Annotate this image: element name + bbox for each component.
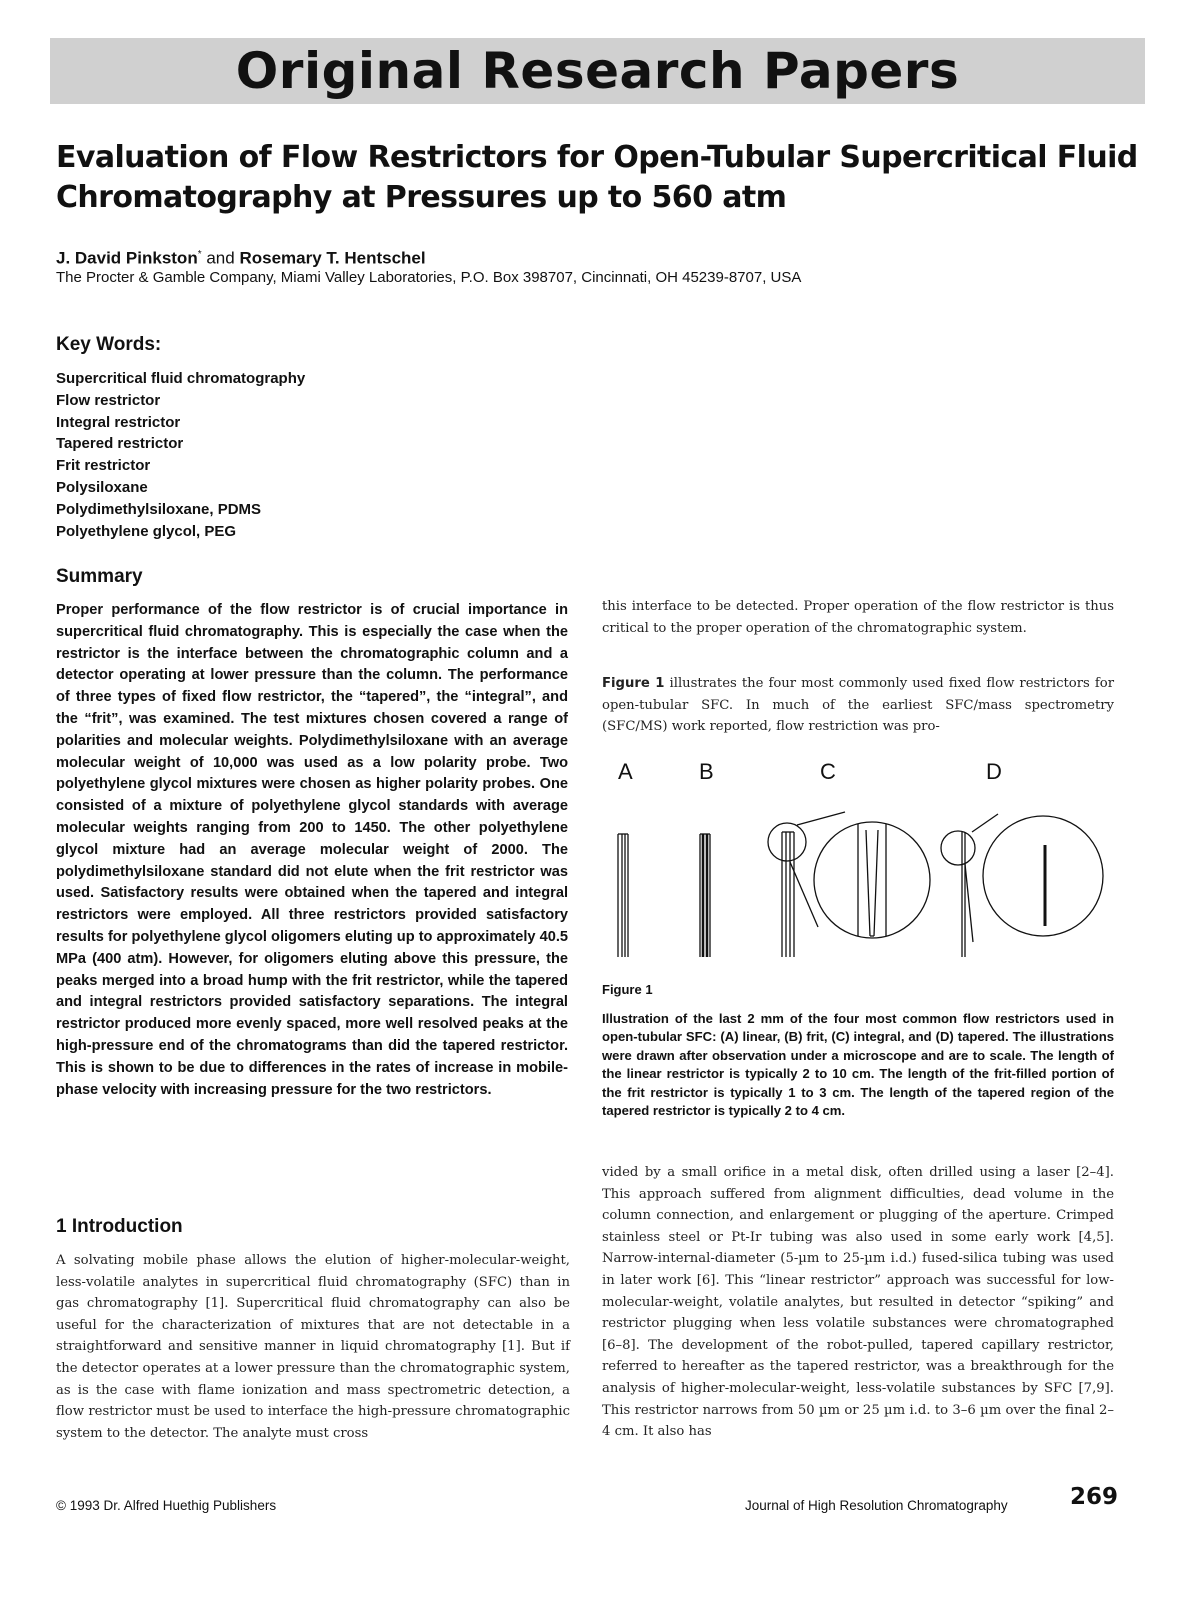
author-1: J. David Pinkston [56, 248, 198, 268]
column2-paragraph-2 [602, 673, 1114, 738]
keyword-item: Supercritical fluid chromatography [56, 370, 306, 387]
panel-label-d: D [986, 759, 1002, 784]
keyword-item: Frit restrictor [56, 457, 151, 475]
summary-text: Proper performance of the flow restrictor is of crucial importance in supercritical fluid chromatography. This is especially the case when the restrictor is the interface between the chromatographic column and a detector operating at lower pressure than the column. The performance of three types of fixed flow restrictor, the “tapered”, the “integral”, and the “frit”, was examined. The test mixtures chosen covered a range of polarities and molecular weights. Polydimethylsiloxane with an average molecular weight of 10,000 was used as a low polarity probe. Two polyethylene glycol mixtures were chosen as higher polarity probes. One consisted of a mixture of polyethylene glycol standards with average molecular weights ranging from 200 to 1450. The other polyethylene glycol mixture had an average molecular weight of 2000. The polydimethylsiloxane standard did not elute when the frit restrictor was used. Satisfactory results were obtained when the tapered and integral restrictors were employed. All three restrictors provided satisfactory results for polyethylene glycol oligomers eluting up to approximately 40.5 MPa (400 atm). However, for oligomers eluting above this pressure, the peaks merged into a broad hump with the frit restrictor, while the tapered and integral restrictors provided satisfactory separations. The integral restrictor produced more evenly spaced, more well resolved peaks at the high-pressure end of the chromatograms than did the tapered restrictor. This is shown to be due to differences in the rates of increase in mobile-phase velocity with increasing pressure for the two restrictors. [56, 602, 568, 1098]
figure-label: Figure 1 [602, 982, 653, 997]
keyword-item: Flow restrictor [56, 391, 161, 409]
figure-1-illustration [600, 752, 1120, 972]
keyword-item: Polysiloxane [56, 478, 148, 496]
tapered-restrictor-drawing [941, 814, 1103, 957]
column2-paragraph-3: vided by a small orifice in a metal disk, often drilled using a laser [2–4]. This approach suffered from alignment difficulties, dead volume in the column connection, and enlargement or plugging of the aperture. Crimped stainless steel or Pt-Ir tubing was also used in some early work [4,5]. Narrow-internal-diameter (5-µm to 25-µm i.d.) fused-silica tubing was used in later work [6]. This “linear restrictor” approach was successful for low-molecular-weight, volatile analytes, but resulted in detector “spiking” and restrictor plugging when less volatile substances were chromatographed [6–8]. The development of the robot-pulled, tapered capillary restrictor, referred to hereafter as the tapered restrictor, was a breakthrough for the analysis of higher-molecular-weight, less-volatile substances by SFC [7,9]. This restrictor narrows from 50 µm or 25 µm i.d. to 3–6 µm over the final 2–4 cm. It also has [602, 1165, 1114, 1440]
integral-restrictor-drawing [768, 812, 930, 957]
panel-label-a: A [618, 759, 633, 784]
figure-reference: Figure 1 [602, 676, 665, 691]
summary-heading: Summary [56, 566, 143, 587]
keywords-list [56, 368, 305, 542]
panel-label-b: B [699, 759, 714, 784]
introduction-text: A solvating mobile phase allows the elution of higher-molecular-weight, less-volatile analytes in supercritical fluid chromatography (SFC) than in gas chromatography [1]. Supercritical fluid chromatography can also be useful for the characterization of mixtures that are not detectable in a straightforward and sensitive manner in liquid chromatography [1]. But if the detector operates at a lower pressure than the chromatographic system, as is the case with flame ionization and mass spectrometric detection, a flow restrictor must be used to interface the high-pressure chromatographic system to the detector. The analyte must cross [56, 1253, 570, 1441]
copyright-notice: © 1993 Dr. Alfred Huethig Publishers [56, 1498, 277, 1513]
page-number: 269 [1070, 1484, 1119, 1510]
linear-restrictor-drawing [618, 834, 628, 957]
section-banner [50, 38, 1145, 104]
banner-text: Original Research Papers [235, 42, 960, 100]
article-title: Evaluation of Flow Restrictors for Open-Tubular Supercritical Fluid Chromatography at Pressures up to 560 atm [56, 140, 1138, 215]
journal-name: Journal of High Resolution Chromatography [745, 1498, 1008, 1513]
affiliation: The Procter & Gamble Company, Miami Valley Laboratories, P.O. Box 398707, Cincinnati, OH 45239-8707, USA [56, 269, 802, 286]
author-2: Rosemary T. Hentschel [239, 248, 426, 268]
introduction-heading: 1 Introduction [56, 1216, 183, 1237]
keyword-item: Polyethylene glycol, PEG [56, 522, 237, 540]
keywords-heading: Key Words: [56, 334, 162, 355]
keyword-item: Polydimethylsiloxane, PDMS [56, 500, 262, 518]
corresponding-marker: * [197, 249, 202, 260]
keyword-item: Integral restrictor [56, 413, 181, 431]
figure-caption: Illustration of the last 2 mm of the four most common flow restrictors used in open-tubular SFC: (A) linear, (B) frit, (C) integral, and (D) tapered. The illustrations were drawn after observation under a microscope and are to scale. The length of the linear restrictor is typically 2 to 10 cm. The length of the frit-filled portion of the frit restrictor is typically 1 to 3 cm. The length of the tapered region of the tapered restrictor is typically 2 to 4 cm. [602, 1011, 1114, 1119]
author-line [56, 244, 426, 270]
keyword-item: Tapered restrictor [56, 435, 184, 453]
column2-paragraph-1: this interface to be detected. Proper operation of the flow restrictor is thus critical to the proper operation of the chromatographic system. [602, 599, 1114, 636]
panel-label-c: C [820, 759, 836, 784]
frit-restrictor-drawing [700, 834, 710, 957]
author-conjunction: and [206, 248, 235, 268]
column2-paragraph-2-text: illustrates the four most commonly used fixed flow restrictors for open-tubular SFC. In much of the earliest SFC/mass spectrometry (SFC/MS) work reported, flow restriction was pro- [602, 676, 1114, 735]
